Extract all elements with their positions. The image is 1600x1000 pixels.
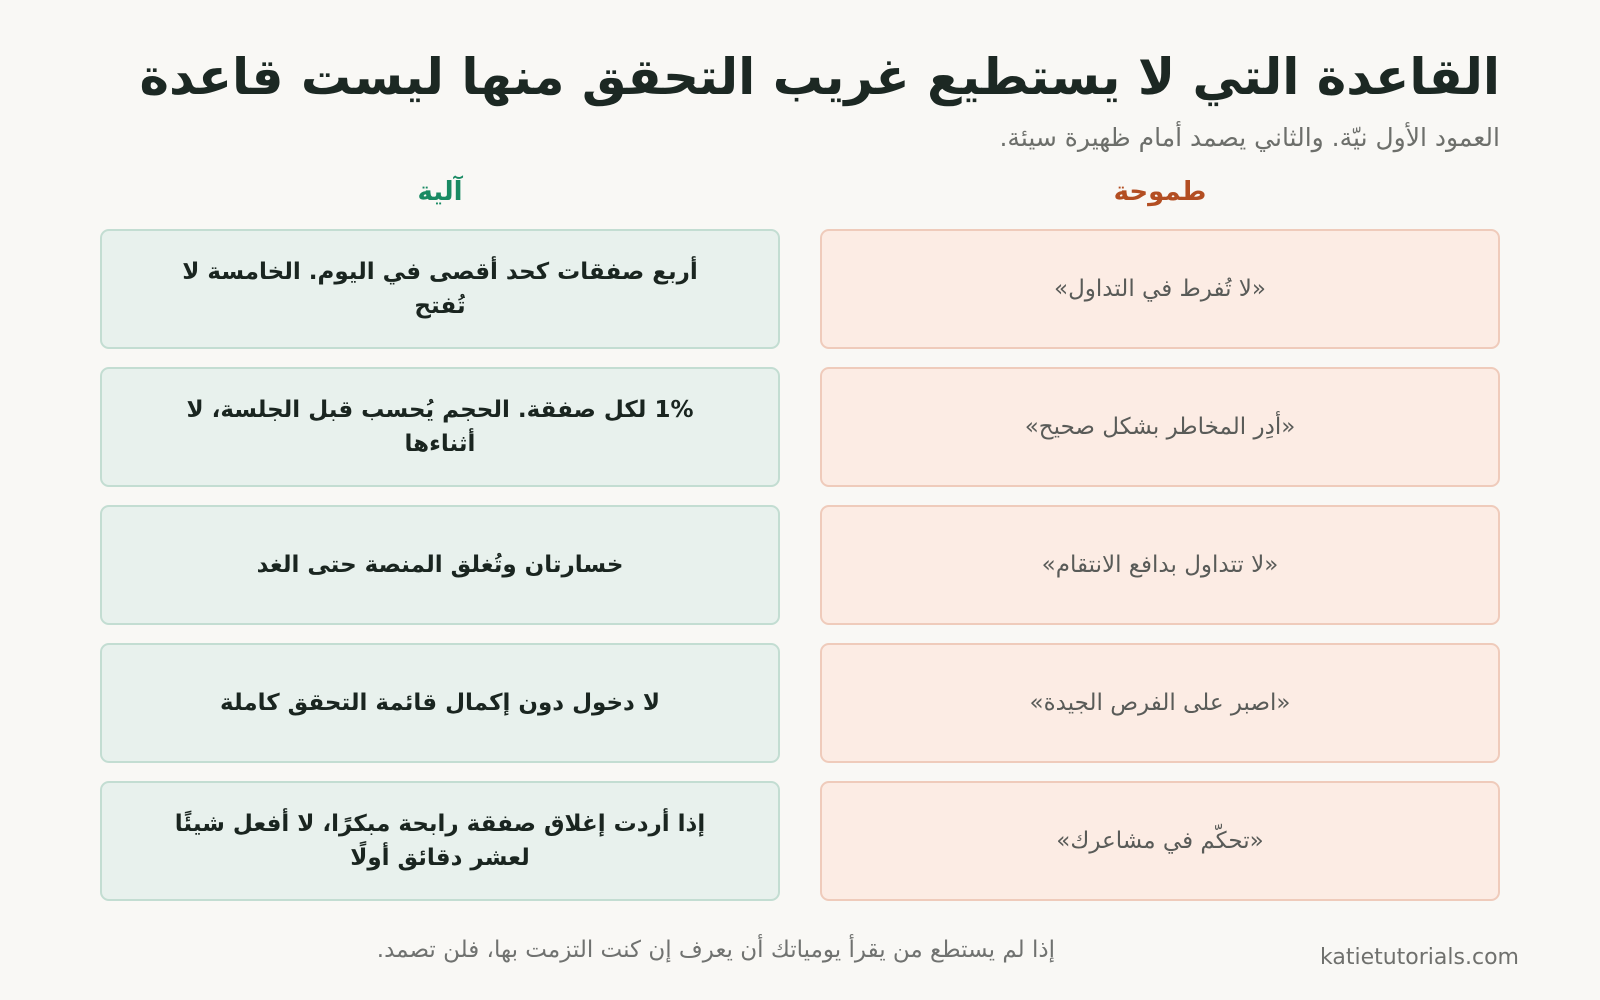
column-header-aspirational: طموحة: [1113, 177, 1207, 207]
mechanical-rule-card: أربع صفقات كحد أقصى في اليوم. الخامسة لا تُفتح: [100, 229, 780, 349]
site-credit: katietutorials.com: [1320, 945, 1519, 970]
aspirational-rule-card: «أدِر المخاطر بشكل صحيح»: [820, 367, 1500, 487]
column-header-mechanical: آلية: [417, 177, 463, 207]
comparison-row: [100, 781, 1500, 901]
page-subtitle: العمود الأول نيّة. والثاني يصمد أمام ظهيرة سيئة.: [999, 123, 1500, 152]
aspirational-rule-card: «لا تُفرط في التداول»: [820, 229, 1500, 349]
comparison-row: [100, 505, 1500, 625]
mechanical-rule-card: لا دخول دون إكمال قائمة التحقق كاملة: [100, 643, 780, 763]
mechanical-rule-card: إذا أردت إغلاق صفقة رابحة مبكرًا، لا أفعل شيئًا لعشر دقائق أولًا: [100, 781, 780, 901]
page-title: القاعدة التي لا يستطيع غريب التحقق منها ليست قاعدة: [139, 48, 1500, 106]
comparison-row: [100, 643, 1500, 763]
aspirational-rule-card: «لا تتداول بدافع الانتقام»: [820, 505, 1500, 625]
mechanical-rule-card: خسارتان وتُغلق المنصة حتى الغد: [100, 505, 780, 625]
comparison-row: [100, 229, 1500, 349]
aspirational-rule-card: «تحكّم في مشاعرك»: [820, 781, 1500, 901]
comparison-table: [100, 229, 1500, 919]
mechanical-rule-card: 1% لكل صفقة. الحجم يُحسب قبل الجلسة، لا أثناءها: [100, 367, 780, 487]
comparison-row: [100, 367, 1500, 487]
aspirational-rule-card: «اصبر على الفرص الجيدة»: [820, 643, 1500, 763]
footer-note: إذا لم يستطع من يقرأ يومياتك أن يعرف إن كنت التزمت بها، فلن تصمد.: [376, 937, 1055, 963]
